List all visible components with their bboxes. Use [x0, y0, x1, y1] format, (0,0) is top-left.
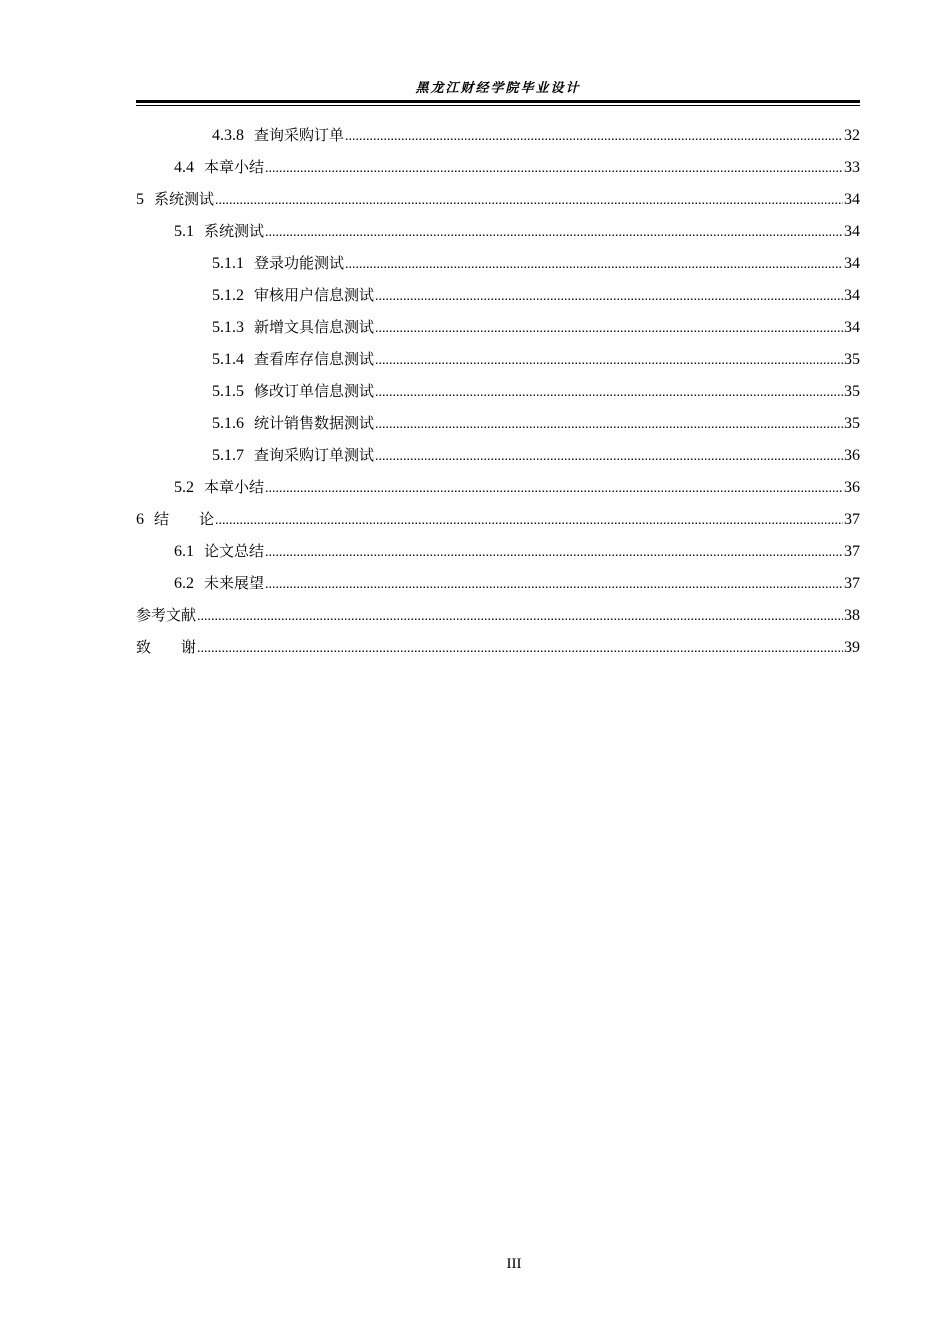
- header-rule-thin: [136, 105, 860, 106]
- toc-entry-page: 37: [844, 543, 860, 560]
- toc-entry-number: 5.1.2: [212, 287, 244, 304]
- toc-entry-page: 34: [844, 223, 860, 240]
- toc-entry[interactable]: [136, 503, 860, 535]
- toc-dot-leader: [375, 377, 843, 409]
- toc-entry[interactable]: [136, 375, 860, 407]
- toc-dot-leader: [375, 345, 843, 377]
- toc-entry[interactable]: [136, 407, 860, 439]
- toc-entry-title: 系统测试: [204, 222, 265, 240]
- toc-entry-number: 5.1.6: [212, 415, 244, 432]
- toc-dot-leader: [197, 601, 843, 633]
- toc-entry-number: 5.1.1: [212, 255, 244, 272]
- toc-entry[interactable]: [136, 151, 860, 183]
- toc-entry[interactable]: [136, 343, 860, 375]
- toc-entry[interactable]: [136, 599, 860, 631]
- toc-entry-page: 36: [844, 479, 860, 496]
- toc-entry[interactable]: [136, 471, 860, 503]
- toc-entry-page: 35: [844, 415, 860, 432]
- toc-dot-leader: [375, 409, 843, 441]
- toc-entry-page: 34: [844, 255, 860, 272]
- toc-entry-title: 审核用户信息测试: [254, 286, 375, 304]
- toc-dot-leader: [265, 537, 843, 569]
- toc-entry-number: 5.1.3: [212, 319, 244, 336]
- toc-entry-number: 6.1: [174, 543, 194, 560]
- toc-entry-number: 4.3.8: [212, 127, 244, 144]
- toc-entry-page: 34: [844, 287, 860, 304]
- toc-entry[interactable]: [136, 247, 860, 279]
- toc-entry-title: 查询采购订单测试: [254, 446, 375, 464]
- toc-entry-title: 修改订单信息测试: [254, 382, 375, 400]
- toc-entry-page: 39: [844, 639, 860, 656]
- toc-entry-number: 6: [136, 511, 144, 528]
- toc-entry-number: 5: [136, 191, 144, 208]
- toc-entry[interactable]: [136, 215, 860, 247]
- toc-entry-title: 结 论: [154, 510, 215, 528]
- toc-entry-page: 37: [844, 511, 860, 528]
- toc-dot-leader: [375, 441, 843, 473]
- toc-entry-page: 32: [844, 127, 860, 144]
- toc-entry-title: 未来展望: [204, 574, 265, 592]
- toc-dot-leader: [215, 505, 843, 537]
- toc-entry[interactable]: [136, 183, 860, 215]
- toc-dot-leader: [345, 121, 843, 153]
- toc-entry[interactable]: [136, 311, 860, 343]
- toc-entry[interactable]: [136, 439, 860, 471]
- page-number: III: [506, 1256, 522, 1272]
- toc-entry-page: 35: [844, 351, 860, 368]
- toc-entry-title: 查询采购订单: [254, 126, 345, 144]
- toc-entry-page: 35: [844, 383, 860, 400]
- toc-dot-leader: [345, 249, 843, 281]
- toc-entry[interactable]: [136, 631, 860, 663]
- toc-entry[interactable]: [136, 567, 860, 599]
- toc-dot-leader: [197, 633, 843, 665]
- toc-entry-number: 5.1: [174, 223, 194, 240]
- toc-dot-leader: [265, 153, 843, 185]
- toc-entry-page: 34: [844, 319, 860, 336]
- toc-dot-leader: [375, 281, 843, 313]
- toc-entry-number: 5.2: [174, 479, 194, 496]
- toc-entry-title: 论文总结: [204, 542, 265, 560]
- toc-entry-title: 致 谢: [136, 638, 197, 656]
- toc-entry[interactable]: [136, 119, 860, 151]
- toc-entry-page: 36: [844, 447, 860, 464]
- header-rule-thick: [136, 100, 860, 103]
- toc-dot-leader: [375, 313, 843, 345]
- toc-entry-number: 5.1.7: [212, 447, 244, 464]
- table-of-contents: [136, 119, 860, 663]
- toc-entry[interactable]: [136, 535, 860, 567]
- page-header-title: 黑龙江财经学院毕业设计: [415, 81, 581, 96]
- toc-entry-title: 本章小结: [204, 158, 265, 176]
- toc-entry-title: 参考文献: [136, 606, 197, 624]
- toc-entry-title: 系统测试: [154, 190, 215, 208]
- toc-entry-page: 33: [844, 159, 860, 176]
- toc-dot-leader: [265, 473, 843, 505]
- toc-entry-title: 登录功能测试: [254, 254, 345, 272]
- toc-entry-page: 37: [844, 575, 860, 592]
- toc-entry[interactable]: [136, 279, 860, 311]
- toc-entry-number: 5.1.5: [212, 383, 244, 400]
- toc-entry-title: 查看库存信息测试: [254, 350, 375, 368]
- toc-entry-number: 4.4: [174, 159, 194, 176]
- toc-dot-leader: [215, 185, 843, 217]
- toc-entry-page: 38: [844, 607, 860, 624]
- toc-entry-title: 新增文具信息测试: [254, 318, 375, 336]
- toc-dot-leader: [265, 569, 843, 601]
- toc-entry-number: 5.1.4: [212, 351, 244, 368]
- toc-entry-number: 6.2: [174, 575, 194, 592]
- toc-dot-leader: [265, 217, 843, 249]
- toc-entry-title: 本章小结: [204, 478, 265, 496]
- toc-entry-title: 统计销售数据测试: [254, 414, 375, 432]
- toc-entry-page: 34: [844, 191, 860, 208]
